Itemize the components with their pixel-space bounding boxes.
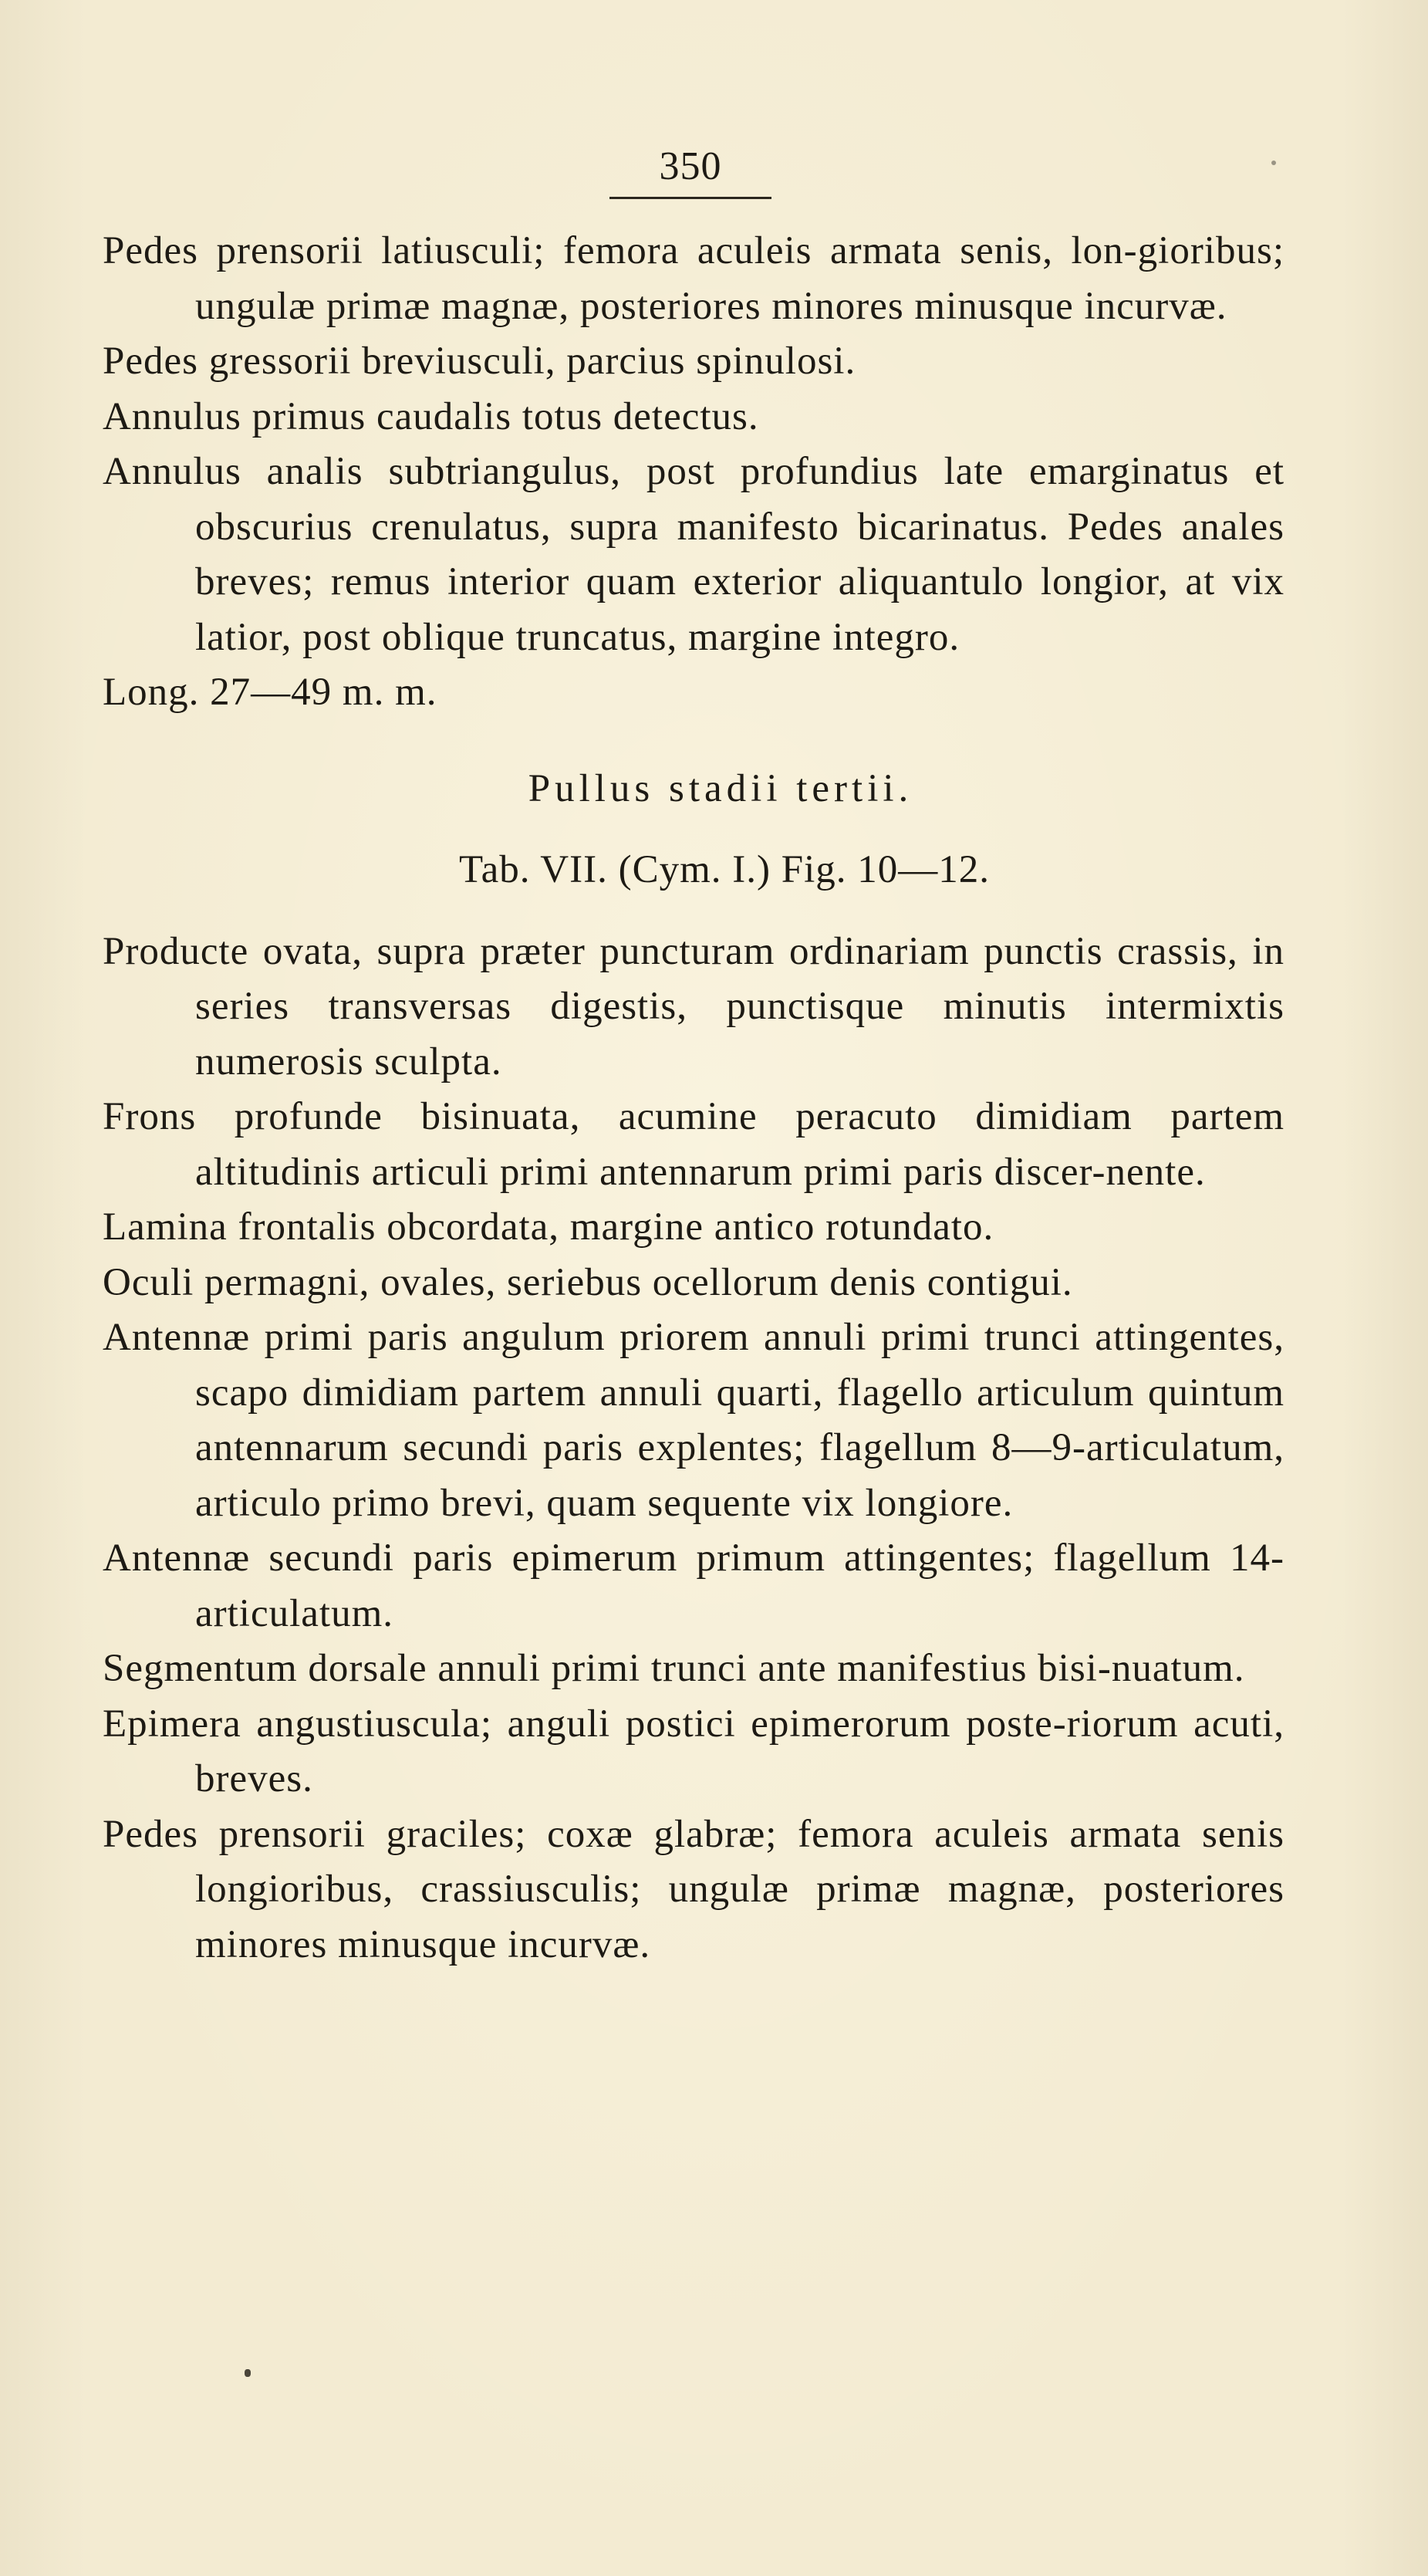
page-number: 350 <box>659 144 722 188</box>
paragraph-oculi: Oculi permagni, ovales, seriebus ocellorum denis contigui. <box>103 1260 1073 1304</box>
paragraph-segmentum-dorsale: Segmentum dorsale annuli primi trunci ante manifestius bisi-nuatum. <box>103 1647 1245 1690</box>
paragraph-antennae-primi: Antennæ primi paris angulum priorem annuli primi trunci attingentes, scapo dimidiam partem annuli quarti, flagello articulum quintum antennarum secundi paris explentes; flagellum 8—9-articulatum, articulo primo brevi, quam sequente vix longiore. <box>103 1316 1285 1525</box>
figure-reference: Tab. VII. (Cym. I.) Fig. 10—12. <box>458 848 991 891</box>
paragraph-pedes-prensorii-graciles: Pedes prensorii graciles; coxæ glabræ; femora aculeis armata senis longioribus, crassiusculis; ungulæ primæ magnæ, posteriores minores minusque incurvæ. <box>103 1812 1285 1966</box>
page-number-rule <box>609 197 771 199</box>
paragraph-antennae-secundi: Antennæ secundi paris epimerum primum attingentes; flagellum 14-articulatum. <box>103 1536 1285 1635</box>
paragraph-frons: Frons profunde bisinuata, acumine peracuto dimidiam partem altitudinis articuli primi antennarum primi paris discer-nente. <box>103 1095 1285 1194</box>
section-heading: Pullus stadii tertii. <box>528 766 913 810</box>
paragraph-annulus-primus: Annulus primus caudalis totus detectus. <box>103 394 759 438</box>
paragraph-producte-ovata: Producte ovata, supra præter puncturam ordinariam punctis crassis, in series transversas digestis, punctisque minutis intermixtis numerosis sculpta. <box>103 929 1285 1083</box>
paragraph-epimera: Epimera angustiuscula; anguli postici epimerorum poste-riorum acuti, breves. <box>103 1702 1285 1800</box>
ink-speck <box>245 2369 251 2377</box>
paragraph-lamina-frontalis: Lamina frontalis obcordata, margine antico rotundato. <box>103 1205 994 1249</box>
paragraph-annulus-analis: Annulus analis subtriangulus, post profundius late emarginatus et obscurius crenulatus, supra manifesto bicarinatus. Pedes anales breves; remus interior quam exterior aliquantulo longior, at vix latior, post oblique truncatus, margine integro. <box>103 450 1285 659</box>
paragraph-pedes-prensorii: Pedes prensorii latiusculi; femora aculeis armata senis, lon-gioribus; ungulæ primæ magnæ, posteriores minores minusque incurvæ. <box>103 229 1285 328</box>
paragraph-pedes-gressorii: Pedes gressorii breviusculi, parcius spinulosi. <box>103 340 856 383</box>
print-speck <box>1271 161 1276 165</box>
page-text <box>103 224 1285 1973</box>
paragraph-long: Long. 27—49 m. m. <box>103 671 437 714</box>
